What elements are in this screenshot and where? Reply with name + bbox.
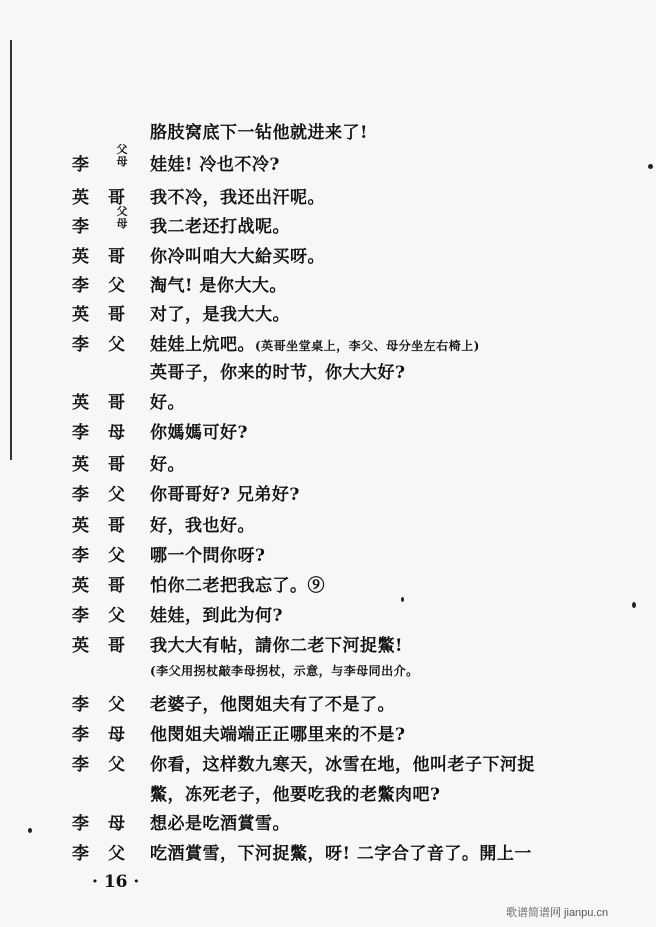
dialogue-line (150, 541, 265, 566)
speaker-surname: 李 (72, 546, 89, 566)
page-number: · 16 · (92, 872, 140, 892)
dialogue-text: 想必是吃酒賞雪。 (150, 814, 290, 834)
dialogue-text: 娃娃! 冷也不冷? (150, 155, 280, 175)
dialogue-text: 好。 (150, 455, 185, 475)
speaker-surname: 英 (72, 636, 89, 656)
speaker-role: 哥 (108, 188, 125, 208)
dialogue-text: 淘气! 是你大大。 (150, 276, 287, 296)
speaker-surname: 英 (72, 576, 89, 596)
speaker-surname: 李 (72, 155, 89, 175)
speaker-surname: 李 (72, 335, 89, 355)
dialogue-line (150, 511, 255, 536)
dialogue-line (150, 480, 300, 505)
speaker-role: 哥 (108, 576, 125, 596)
dialogue-line (150, 660, 419, 680)
dialogue-text: 你媽媽可好? (150, 423, 248, 443)
dialogue-line (150, 839, 532, 864)
speaker-role: 母 (108, 423, 125, 443)
speaker-surname: 李 (72, 695, 89, 715)
speaker-surname: 李 (72, 606, 89, 626)
speaker-role: 哥 (108, 393, 125, 413)
dialogue-text: 好，我也好。 (150, 516, 255, 536)
speaker-surname: 英 (72, 188, 89, 208)
dialogue-text: 你冷叫咱大大給买呀。 (150, 247, 325, 267)
speaker-role-char: 父 (116, 205, 128, 218)
dialogue-line (150, 242, 325, 267)
dialogue-text: 吃酒賞雪，下河捉鱉，呀! 二字合了音了。開上一 (150, 844, 532, 864)
dialogue-line (150, 271, 287, 296)
speaker-surname: 英 (72, 247, 89, 267)
speaker-role: 哥 (108, 455, 125, 475)
speaker-role: 父 (108, 485, 125, 505)
dialogue-line (150, 330, 480, 355)
speaker-surname: 李 (72, 423, 89, 443)
left-margin-line (10, 40, 12, 460)
ink-speck (648, 164, 653, 169)
dialogue-line (150, 571, 325, 596)
speaker-role: 哥 (108, 247, 125, 267)
speaker-role: 哥 (108, 305, 125, 325)
speaker-role: 父 (108, 546, 125, 566)
dialogue-text: 你哥哥好? 兄弟好? (150, 485, 300, 505)
dialogue-line (150, 690, 395, 715)
dialogue-line (150, 809, 290, 834)
ink-speck (401, 597, 404, 602)
speaker-surname: 李 (72, 814, 89, 834)
dialogue-text: 对了，是我大大。 (150, 305, 290, 325)
dialogue-text: 我不冷，我还出汗呢。 (150, 188, 325, 208)
speaker-role: 父 (108, 844, 125, 864)
speaker-role: 母 (108, 725, 125, 745)
dialogue-line (150, 631, 403, 656)
speaker-role: 母 (108, 814, 125, 834)
dialogue-text: 鱉，冻死老子，他要吃我的老鱉肉吧? (150, 785, 441, 805)
speaker-role: 哥 (108, 516, 125, 536)
dialogue-line (150, 150, 280, 175)
stage-direction: (英哥坐堂桌上，李父、母分坐左右椅上) (255, 339, 480, 353)
speaker-role-char: 母 (116, 217, 128, 230)
speaker-surname: 李 (72, 485, 89, 505)
dialogue-line (150, 212, 290, 237)
dialogue-line (150, 601, 283, 626)
dialogue-text: 娃娃上炕吧。 (150, 335, 255, 355)
speaker-role-stacked (116, 206, 128, 230)
speaker-surname: 李 (72, 217, 89, 237)
dialogue-text: 娃娃，到此为何? (150, 606, 283, 626)
dialogue-line (150, 183, 325, 208)
dialogue-line (150, 450, 185, 475)
dialogue-text: 他閔姐夫端端正正哪里来的不是? (150, 725, 406, 745)
speaker-role: 父 (108, 695, 125, 715)
dialogue-text: 胳肢窝底下一钻他就进来了! (150, 123, 368, 143)
speaker-role: 父 (108, 606, 125, 626)
dialogue-line (150, 300, 290, 325)
speaker-surname: 李 (72, 276, 89, 296)
dialogue-line (150, 358, 405, 383)
dialogue-text: 英哥子，你来的时节，你大大好? (150, 363, 406, 383)
dialogue-line (150, 750, 535, 775)
dialogue-text: 你看，这样数九寒天，冰雪在地，他叫老子下河捉 (150, 755, 535, 775)
stage-direction: (李父用拐杖敲李母拐杖，示意，与李母同出介。 (150, 664, 419, 678)
ink-speck (632, 602, 636, 608)
speaker-role: 父 (108, 276, 125, 296)
dialogue-text: 我大大有帖，請你二老下河捉鱉! (150, 636, 403, 656)
dialogue-text: 我二老还打战呢。 (150, 217, 290, 237)
speaker-surname: 李 (72, 725, 89, 745)
speaker-role: 父 (108, 755, 125, 775)
speaker-role-char: 母 (116, 155, 128, 168)
dialogue-line (150, 388, 185, 413)
dialogue-text: 老婆子，他閔姐夫有了不是了。 (150, 695, 395, 715)
watermark: 歌谱简谱网 jianpu.cn (506, 907, 609, 919)
speaker-surname: 英 (72, 393, 89, 413)
dialogue-text: 好。 (150, 393, 185, 413)
dialogue-line (150, 418, 248, 443)
speaker-role-char: 父 (116, 143, 128, 156)
speaker-role: 哥 (108, 636, 125, 656)
speaker-surname: 英 (72, 516, 89, 536)
dialogue-line (150, 118, 368, 143)
speaker-surname: 英 (72, 305, 89, 325)
speaker-surname: 英 (72, 455, 89, 475)
ink-speck (28, 828, 32, 833)
dialogue-text: 哪一个問你呀? (150, 546, 266, 566)
speaker-role-stacked (116, 144, 128, 168)
dialogue-line (150, 720, 405, 745)
speaker-role: 父 (108, 335, 125, 355)
speaker-surname: 李 (72, 844, 89, 864)
dialogue-text: 怕你二老把我忘了。⑨ (150, 576, 325, 596)
dialogue-line (150, 780, 440, 805)
speaker-surname: 李 (72, 755, 89, 775)
